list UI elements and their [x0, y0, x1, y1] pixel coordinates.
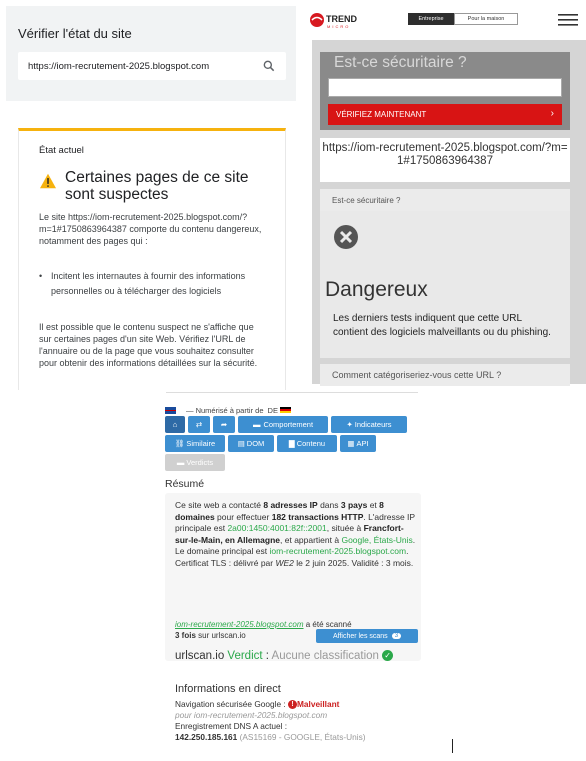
gsb-value: Malveillant [297, 699, 340, 709]
tab-content[interactable] [277, 435, 337, 452]
page-title: Vérifier l'état du site [18, 26, 132, 41]
tab-enterprise[interactable]: Entreprise [408, 13, 454, 25]
tab-indicators[interactable] [331, 416, 407, 433]
summary-text-part: , et appartient à [280, 534, 342, 545]
list-item-text: Incitent les internautes à fournir des informations personnelles ou à télécharger des logiciels [51, 271, 246, 296]
search-input[interactable] [18, 52, 286, 80]
logo-sub: MICRO [327, 24, 351, 29]
tab-home[interactable]: Pour la maison [454, 13, 518, 25]
scan-count-text: sur urlscan.io [195, 631, 246, 640]
summary-text-part: pour effectuer [214, 511, 272, 522]
divider [166, 392, 418, 393]
scan-times: 3 fois [175, 631, 196, 640]
swap-icon: ⇄ [195, 420, 203, 429]
tab-api-label: API [356, 439, 369, 448]
tls-issuer: WE2 [275, 557, 294, 568]
dom-icon: ▤ [237, 439, 245, 448]
status-note: Il est possible que le contenu suspect ne s'affiche que sur certaines pages d'un site Web. Vérifiez l'URL de l'annuaire ou de la page que vous souhaitez consulter pour obtenir des informations détaillées sur la sécurité. [39, 322, 258, 368]
scan-origin-row [165, 404, 291, 416]
indicators-icon: ✦ [346, 420, 353, 429]
status-card [18, 128, 286, 390]
danger-x-icon [333, 224, 359, 250]
germany-flag-icon [280, 407, 291, 414]
verdict-link[interactable]: Verdict [227, 650, 263, 662]
summary-title: Résumé [165, 478, 205, 490]
text-cursor [452, 739, 453, 753]
verdict-label: Dangereux [325, 278, 428, 301]
main-domain-link[interactable]: iom-recrutement-2025.blogspot.com [269, 546, 407, 556]
form-title: Est-ce sécuritaire ? [334, 54, 467, 71]
link-icon: ⛓ [174, 439, 185, 448]
live-info [175, 699, 419, 743]
warning-icon [39, 173, 57, 189]
tab-similar[interactable] [165, 435, 225, 452]
transaction-count: 182 transactions HTTP [271, 511, 364, 522]
scan-count-badge: 3 [392, 633, 401, 639]
verify-now-label: VÉRIFIEZ MAINTENANT [336, 110, 427, 119]
status-headline: Certaines pages de ce site sont suspectes [65, 169, 249, 203]
scanned-domain-link[interactable]: iom-recrutement-2025.blogspot.com [175, 620, 304, 629]
summary-text-part: Ce site web a contacté [175, 500, 264, 510]
swap-button[interactable] [188, 416, 210, 433]
country-count: 3 pays [340, 500, 368, 510]
alert-icon: ! [288, 700, 297, 709]
domain-count: 8 domaines [175, 500, 384, 522]
tab-verdicts-label: Verdicts [186, 458, 214, 467]
status-description: Le site https://iom-recrutement-2025.blogspot.com/?m=1#1750863964387 comporte du contenu dangereux, notamment des pages qui : [39, 212, 262, 246]
summary-text [175, 500, 419, 569]
country-code: DE [267, 405, 278, 415]
summary-text-part: . Le domaine principal est [175, 534, 416, 556]
live-info-title: Informations en direct [175, 683, 281, 695]
state-label: État actuel [39, 145, 84, 156]
owner-link[interactable]: Google, États-Unis [341, 534, 413, 545]
list-item [39, 269, 264, 299]
verdict-description: Les derniers tests indiquent que cette URL contient des logiciels malveillants ou du phishing. [333, 313, 551, 338]
dns-label: Enregistrement DNS A actuel : [175, 721, 288, 731]
tab-indicators-label: Indicateurs [354, 420, 392, 429]
result-header: Est-ce sécuritaire ? [320, 189, 570, 211]
main-ip-link[interactable]: 2a00:1450:4001:82f::2001 [227, 523, 327, 533]
redirect-arrow-icon: ➦ [220, 420, 228, 429]
categorize-link[interactable]: Comment catégoriseriez-vous cette URL ? [320, 364, 570, 386]
home-button[interactable] [165, 416, 185, 433]
tab-api[interactable] [340, 435, 376, 452]
gsb-label: Navigation sécurisée Google : [175, 699, 288, 709]
home-icon: ⌂ [172, 420, 178, 429]
tab-behaviour-label: Comportement [263, 420, 314, 429]
hamburger-menu-icon[interactable] [558, 14, 578, 26]
show-scans-label: Afficher les scans [332, 632, 388, 640]
redirect-button[interactable] [213, 416, 235, 433]
check-circle-icon: ✓ [382, 650, 393, 661]
digitized-label: — Numérisé à partir de [186, 405, 264, 415]
trend-micro-logo[interactable] [309, 11, 365, 29]
summary-text-part: , située à [326, 523, 364, 533]
summary-text-part: . L'adresse IP principale est [175, 511, 415, 533]
tab-content-label: Contenu [296, 439, 326, 448]
tab-dom[interactable] [228, 435, 274, 452]
search-value[interactable]: https://iom-recrutement-2025.blogspot.com [28, 60, 210, 72]
status-headline-row [39, 169, 279, 203]
verify-now-button[interactable] [328, 104, 562, 125]
dns-as: (AS15169 - GOOGLE, États-Unis) [239, 732, 366, 742]
bullet-icon: • [39, 271, 43, 281]
comment-icon: ▬ [252, 420, 261, 429]
checked-url: https://iom-recrutement-2025.blogspot.com/?m=1#1750863964387 [322, 142, 568, 167]
search-icon[interactable] [262, 59, 276, 73]
verdict-separator: : [262, 650, 272, 662]
tls-text: Certificat TLS : délivré par [175, 557, 276, 568]
tab-behaviour[interactable] [238, 416, 328, 433]
verdicts-icon: ▬ [176, 458, 185, 467]
api-icon: ▦ [347, 439, 355, 448]
tab-verdicts[interactable] [165, 454, 225, 471]
gsb-target: pour iom-recrutement-2025.blogspot.com [175, 710, 328, 720]
summary-text-part: et [367, 500, 380, 510]
summary-text-part: dans [317, 500, 341, 510]
tab-similar-label: Similaire [186, 439, 216, 448]
url-input[interactable] [328, 78, 562, 97]
tls-validity: le 2 juin 2025. Validité : 3 mois. [293, 557, 414, 568]
logo-text: TREND [326, 14, 357, 24]
verdict-value: Aucune classification [271, 650, 379, 662]
scan-count-text: a été scanné [303, 620, 352, 629]
tab-dom-label: DOM [246, 439, 265, 448]
verdict-row [175, 650, 419, 662]
ip-count: 8 adresses IP [263, 500, 318, 510]
file-icon: ▇ [288, 439, 295, 448]
show-scans-button[interactable] [316, 629, 418, 643]
summary-text-part: . [406, 546, 409, 556]
location: Francfort-sur-le-Main, en Allemagne [175, 523, 404, 545]
verdict-brand: urlscan.io [175, 650, 225, 662]
dns-ip: 142.250.185.161 [175, 732, 238, 742]
chevron-right-icon: › [550, 108, 554, 119]
flag-icon [165, 407, 176, 414]
